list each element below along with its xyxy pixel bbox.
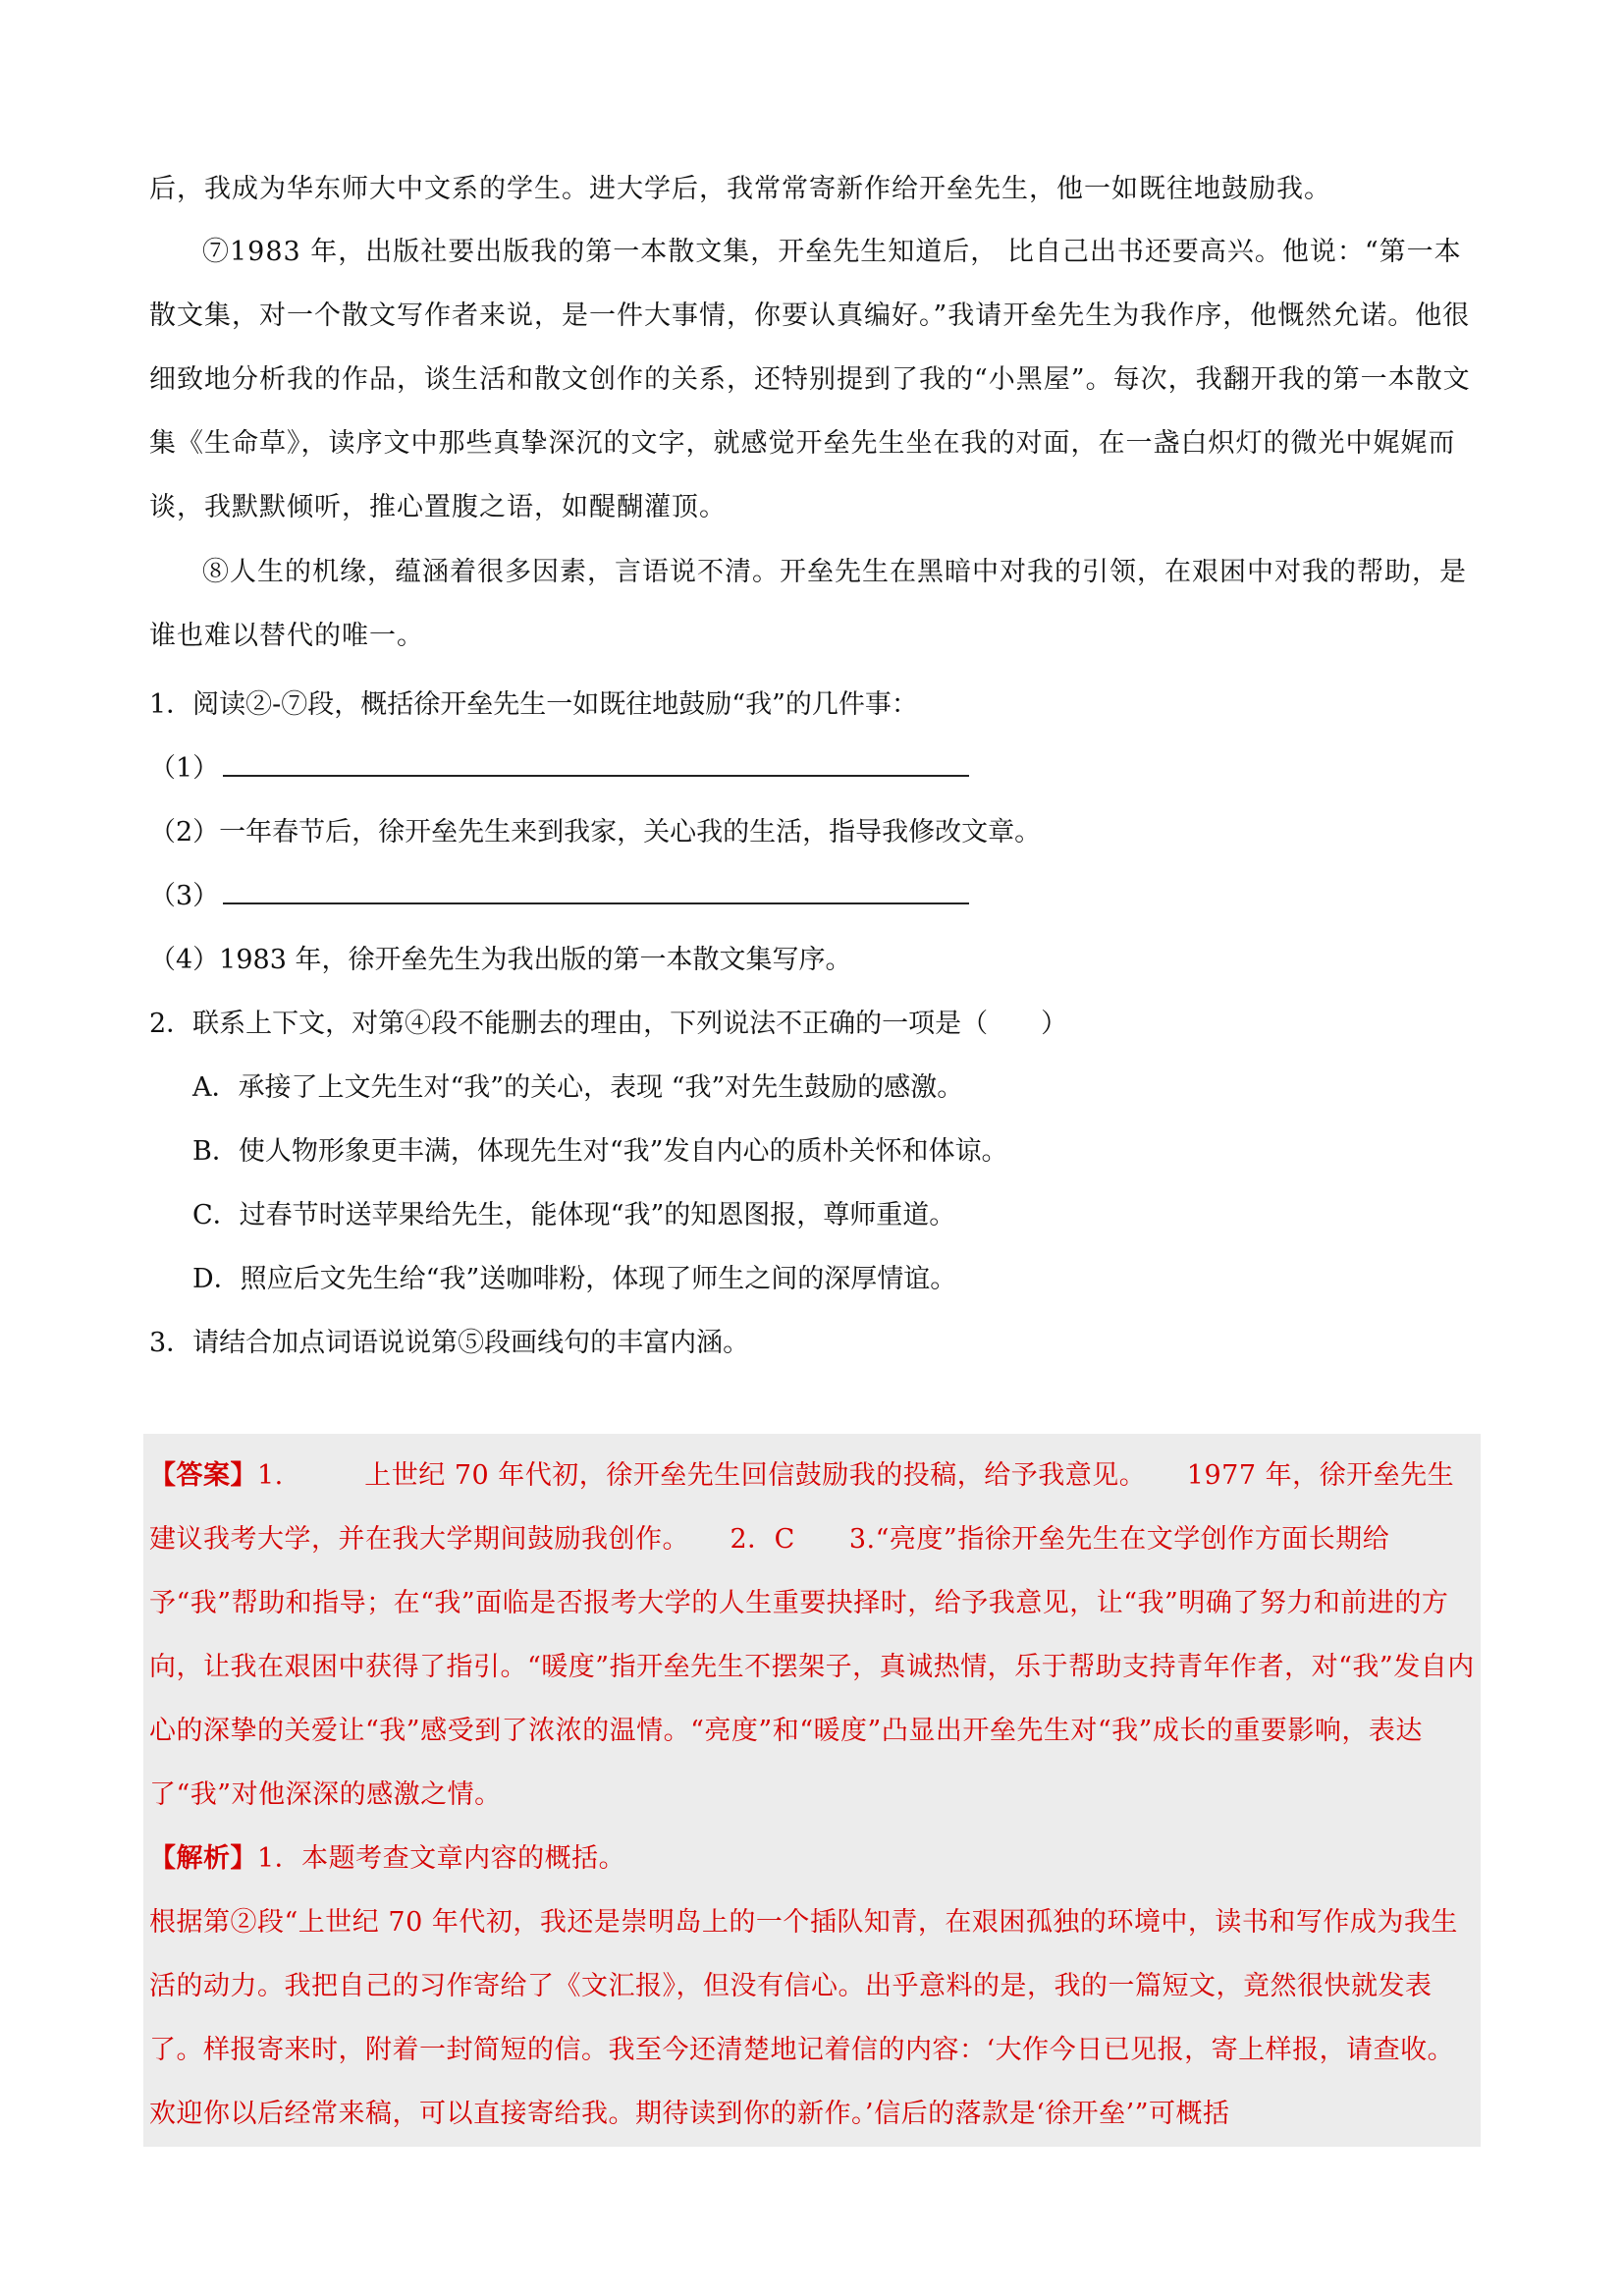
question-2: 2．联系上下文，对第④段不能删去的理由，下列说法不正确的一项是（ ） [149,1009,1068,1039]
answer-blank-1[interactable] [223,749,969,777]
passage-paragraph-8: ⑧人生的机缘，蕴涵着很多因素，言语说不清。开垒先生在黑暗中对我的引领，在艰困中对我的帮助，是谁也难以替代的唯一。 [149,557,1467,651]
analysis-text: 根据第②段“上世纪 70 年代初，我还是崇明岛上的一个插队知青，在艰困孤独的环境中，读书和写作成为我生活的动力。我把自己的习作寄给了《文汇报》，但没有信心。出乎意料的是，我的一篇短文，竟然很快就发表了。样报寄来时，附着一封简短的信。我至今还清楚地记着信的内容：‘大作今日已见报，寄上样报，请查收。欢迎你以后经常来稿，可以直接寄给我。期待读到你的新作。’信后的落款是‘徐开垒’”可概括 [149,1907,1458,2129]
passage-paragraph-7: ⑦1983 年，出版社要出版我的第一本散文集，开垒先生知道后， 比自己出书还要高兴。他说：“第一本散文集，对一个散文写作者来说，是一件大事情，你要认真编好。”我请开垒先生为我作序，他慨然允诺。他很细致地分析我的作品，谈生活和散文创作的关系，还特别提到了我的“小黑屋”。每次，我翻开我的第一本散文集《生命草》，读序文中那些真挚深沉的文字，就感觉开垒先生坐在我的对面，在一盏白炽灯的微光中娓娓而谈，我默默倾听，推心置腹之语，如醍醐灌顶。 [149,237,1471,522]
question-2-option-d: D．照应后文先生给“我”送咖啡粉，体现了师生之间的深厚情谊。 [192,1264,957,1294]
question-3: 3．请结合加点词语说说第⑤段画线句的丰富内涵。 [149,1328,750,1358]
passage-paragraph-6-tail: 后，我成为华东师大中文系的学生。进大学后，我常常寄新作给开垒先生，他一如既往地鼓励我。 [149,174,1331,204]
question-1-item-4: （4）1983 年，徐开垒先生为我出版的第一本散文集写序。 [149,945,852,975]
question-1-item-1-label: （1） [149,753,220,784]
question-1-item-1 [149,749,1475,789]
analysis-tag: 【解析】 [149,1843,257,1874]
analysis-heading [149,1827,1475,1890]
question-2-option-c: C．过春节时送苹果给先生，能体现“我”的知恩图报，尊师重道。 [192,1200,956,1230]
question-2-option-a: A．承接了上文先生对“我”的关心，表现 “我”对先生鼓励的感激。 [192,1072,964,1103]
answer-text: 1. 上世纪 70 年代初，徐开垒先生回信鼓励我的投稿，给予我意见。 1977 年，徐开垒先生建议我考大学，并在我大学期间鼓励我创作。 2．C 3.“亮度”指徐开垒先生在文学创作方面长期给予“我”帮助和指导；在“我”面临是否报考大学的人生重要抉择时，给予我意见，让“我”明确了努力和前进的方向，让我在艰困中获得了指引。“暖度”指开垒先生不摆架子，真诚热情，乐于帮助支持青年作者，对“我”发自内心的深挚的关爱让“我”感受到了浓浓的温情。“亮度”和“暖度”凸显出开垒先生对“我”成长的重要影响，表达了“我”对他深深的感激之情。 [149,1460,1475,1810]
question-2-option-b: B．使人物形象更丰满，体现先生对“我”发自内心的质朴关怀和体谅。 [192,1136,1008,1167]
answer-tag: 【答案】 [149,1460,257,1491]
analysis-head-text: 1．本题考查文章内容的概括。 [257,1843,626,1874]
question-1-item-3 [149,877,1475,916]
answer-blank-3[interactable] [223,877,969,904]
question-1: 1．阅读②-⑦段，概括徐开垒先生一如既往地鼓励“我”的几件事： [149,689,918,720]
answer-paragraph [149,1444,1475,1827]
question-1-item-2: （2）一年春节后，徐开垒先生来到我家，关心我的生活，指导我修改文章。 [149,817,1042,847]
question-1-item-3-label: （3） [149,881,220,911]
